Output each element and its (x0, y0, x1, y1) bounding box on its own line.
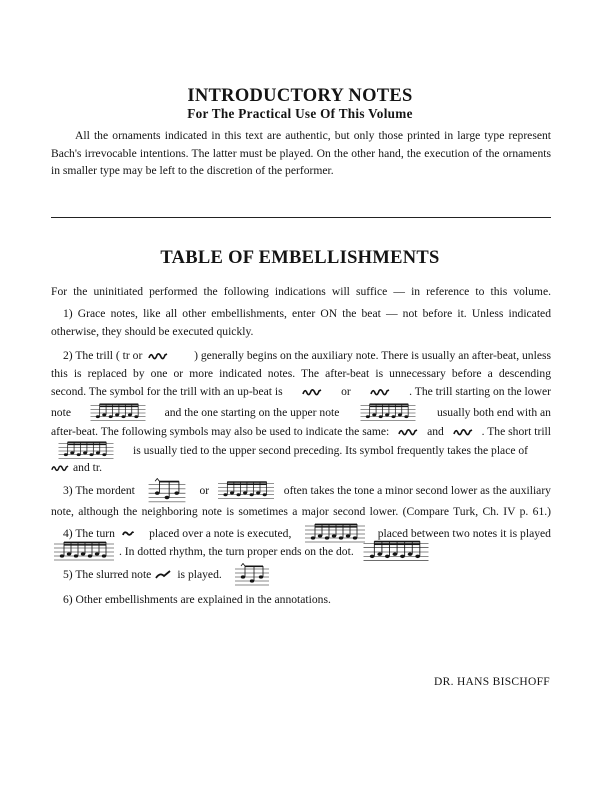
lead-paragraph: For the uninitiated performed the following indications will suffice — in reference to this volume. (51, 285, 551, 298)
upbeat-trill-alt-icon (370, 388, 390, 396)
trill-icon (148, 352, 168, 360)
item-2-text-7: and tr. (73, 461, 102, 474)
item-5-text-1a: 5) The slurred note (63, 568, 152, 581)
item-5-line-1 (63, 564, 274, 586)
item-2-text-1a: 2) The trill ( tr or (63, 349, 143, 362)
slur-icon (155, 570, 173, 580)
item-2-line-7 (51, 460, 102, 476)
item-5-text-1b: is played. (177, 568, 222, 581)
item-2-text-6: is usually tied to the upper second preceding. Its symbol frequently takes the place of (133, 444, 529, 457)
page-subtitle: For The Practical Use Of This Volume (187, 106, 413, 121)
item-3-line-1 (63, 478, 551, 504)
page-title: INTRODUCTORY NOTES (187, 86, 413, 106)
item-2-line-1 (63, 348, 551, 364)
item-6-line: 6) Other embellishments are explained in the annotations. (63, 593, 331, 606)
short-trill-icon (51, 464, 69, 472)
item-4-text-1b: placed over a note is executed, (149, 527, 292, 540)
item-3-text-1a: 3) The mordent (63, 484, 135, 497)
slurred-note-notation (230, 563, 274, 587)
mordent-notation (144, 478, 190, 504)
item-2-text-5c: . The short trill (481, 425, 551, 438)
item-2-text-3c: . The trill starting on the lower (409, 385, 551, 398)
dotted-rhythm-turn-notation (362, 539, 430, 565)
item-2-line-4 (51, 402, 551, 424)
alt-trill-2-icon (453, 428, 473, 436)
item-1-line-2: otherwise, they should be executed quickly. (51, 325, 254, 338)
item-3-text-1c: often takes the tone a minor second lower as the auxiliary (283, 484, 551, 497)
item-1-line-1: 1) Grace notes, like all other embellishments, enter ON the beat — not before it. Unless indicated (63, 307, 551, 320)
item-2-text-4b: and the one starting on the upper note (164, 406, 340, 419)
item-4-text-1c: placed between two notes it is played (377, 527, 551, 540)
item-2-text-5a: after-beat. The following symbols may also be used to indicate the same: (51, 425, 390, 438)
item-2-line-2: this is replaced by one or more indicated notes. The after-beat is unnecessary before a descending (51, 367, 551, 380)
item-2-text-4c: usually both end with an (436, 406, 551, 419)
mordent-alt-notation (218, 478, 274, 504)
item-3-text-1b: or (199, 484, 210, 497)
lower-trill-notation (85, 402, 151, 424)
item-4-text-1a: 4) The turn (63, 527, 115, 540)
item-4-text-2: . In dotted rhythm, the turn proper ends on the dot. (119, 545, 354, 558)
section-title: TABLE OF EMBELLISHMENTS (160, 248, 440, 268)
author-signature: DR. HANS BISCHOFF (434, 676, 550, 688)
item-2-line-3 (51, 384, 551, 400)
intro-paragraph: All the ornaments indicated in this text are authentic, but only those printed in large type represent Bach's irrevocable intentions. The latter must be played. On the other hand, the execution of the ornaments in smaller type may be left to the discretion of the performer. (51, 129, 551, 178)
item-2-text-4a: note (51, 406, 71, 419)
item-4-line-2 (51, 540, 551, 564)
upper-trill-notation (353, 402, 423, 424)
item-3-line-2: note, although the neighboring note is sometimes a major second lower. (Compare Turk, Ch. IV p. 61.) (51, 505, 551, 518)
turn-icon (122, 530, 134, 538)
turn-between-notes-notation (51, 540, 117, 564)
item-2-text-1b: ) generally begins on the auxiliary note. There is usually an after-beat, unless (194, 349, 551, 362)
alt-trill-icon (398, 428, 418, 436)
section-divider (51, 217, 551, 218)
item-2-text-3b: or (341, 385, 351, 398)
item-2-line-6 (51, 440, 551, 462)
short-trill-notation (51, 440, 121, 462)
upbeat-trill-icon (302, 388, 322, 396)
item-2-text-5b: and (427, 425, 444, 438)
item-2-line-5 (51, 424, 551, 440)
item-2-text-3a: second. The symbol for the trill with an up-beat is (51, 385, 283, 398)
